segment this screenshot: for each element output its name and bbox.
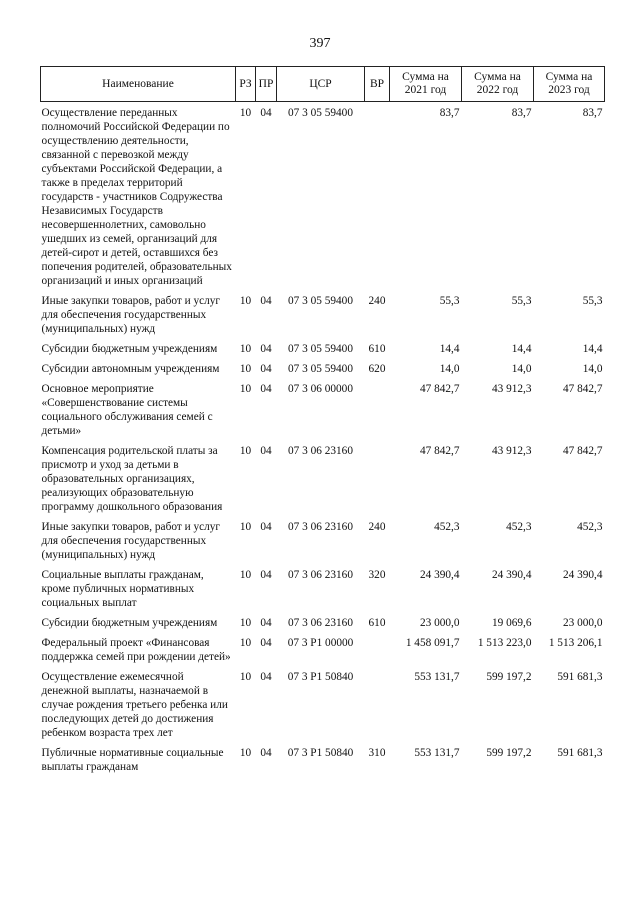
row-csr-cell: 07 3 05 59400 xyxy=(288,343,353,355)
row-csr-cell: 07 3 06 23160 xyxy=(288,521,353,533)
row-name-cell: Публичные нормативные социальные выплаты гражданам xyxy=(41,747,224,773)
row-sum-2022-cell: 452,3 xyxy=(506,521,532,533)
row-sum-2022-cell: 43 912,3 xyxy=(491,445,532,457)
row-rz-cell: 10 xyxy=(239,383,252,395)
row-sum-2022-cell: 24 390,4 xyxy=(491,569,532,581)
row-sum-2021-cell: 47 842,7 xyxy=(419,383,460,395)
table-body xyxy=(41,102,605,781)
row-sum-2023-cell: 47 842,7 xyxy=(562,445,603,457)
row-name-cell: Субсидии автономным учреждениям xyxy=(41,363,220,375)
row-sum-2023-cell: 47 842,7 xyxy=(562,383,603,395)
row-pr-cell: 04 xyxy=(260,363,272,375)
row-pr-cell: 04 xyxy=(260,747,272,759)
row-sum-2022-cell: 83,7 xyxy=(511,107,532,119)
header-rz: РЗ xyxy=(236,67,256,102)
row-name-cell: Федеральный проект «Финансовая поддержка семей при рождении детей» xyxy=(41,637,231,663)
row-name-cell: Иные закупки товаров, работ и услуг для обеспечения государственных (муниципальных) нужд xyxy=(41,521,221,561)
table-row xyxy=(41,520,605,568)
row-vr-cell xyxy=(365,636,390,670)
row-csr-cell: 07 3 06 23160 xyxy=(288,569,353,581)
row-vr-cell xyxy=(365,444,390,520)
row-rz-cell: 10 xyxy=(239,363,252,375)
header-sum-2021: Сумма на 2021 год xyxy=(390,67,462,102)
row-pr-cell: 04 xyxy=(260,343,272,355)
table-row xyxy=(41,294,605,342)
header-name: Наименование xyxy=(41,67,236,102)
row-sum-2023-cell: 83,7 xyxy=(582,107,603,119)
row-rz-cell: 10 xyxy=(239,295,252,307)
budget-table xyxy=(40,66,605,780)
row-name-cell: Осуществление переданных полномочий Российской Федерации по осуществлению деятельности, связанной с перевозкой между субъектами Российской Федерации, а также в пределах территорий государств - участников Содружества Независимых Государств несовершеннолетних, самовольно ушедших из семей, организаций для детей-сирот и детей, оставшихся без попечения родителей, образовательных организаций и иных организаций xyxy=(41,107,232,287)
row-rz-cell: 10 xyxy=(239,617,252,629)
row-vr-cell: 320 xyxy=(368,569,386,581)
row-sum-2022-cell: 14,0 xyxy=(511,363,532,375)
row-rz-cell: 10 xyxy=(239,445,252,457)
table-row xyxy=(41,616,605,636)
row-sum-2023-cell: 24 390,4 xyxy=(562,569,603,581)
table-row xyxy=(41,568,605,616)
table-row xyxy=(41,362,605,382)
page-number: 397 xyxy=(309,36,331,51)
row-sum-2022-cell: 14,4 xyxy=(511,343,532,355)
row-csr-cell: 07 3 P1 50840 xyxy=(287,671,354,683)
row-sum-2022-cell: 43 912,3 xyxy=(491,383,532,395)
row-sum-2023-cell: 23 000,0 xyxy=(562,617,603,629)
table-row xyxy=(41,444,605,520)
header-row xyxy=(41,67,605,102)
row-sum-2021-cell: 24 390,4 xyxy=(419,569,460,581)
row-name-cell: Иные закупки товаров, работ и услуг для обеспечения государственных (муниципальных) нужд xyxy=(41,295,221,335)
header-sum-2022: Сумма на 2022 год xyxy=(462,67,534,102)
table-row xyxy=(41,670,605,746)
row-pr-cell: 04 xyxy=(260,383,272,395)
row-sum-2021-cell: 83,7 xyxy=(439,107,460,119)
row-sum-2021-cell: 14,4 xyxy=(439,343,460,355)
row-vr-cell: 310 xyxy=(368,747,386,759)
table-row xyxy=(41,636,605,670)
row-pr-cell: 04 xyxy=(260,521,272,533)
row-sum-2021-cell: 23 000,0 xyxy=(419,617,460,629)
row-pr-cell: 04 xyxy=(260,617,272,629)
row-rz-cell: 10 xyxy=(239,671,252,683)
header-pr: ПР xyxy=(256,67,277,102)
row-pr-cell: 04 xyxy=(260,445,272,457)
row-csr-cell: 07 3 P1 50840 xyxy=(287,747,354,759)
row-name-cell: Основное мероприятие «Совершенствование системы социального обслуживания семей с детьми» xyxy=(41,383,213,437)
row-sum-2023-cell: 591 681,3 xyxy=(557,747,603,759)
row-csr-cell: 07 3 05 59400 xyxy=(288,295,353,307)
row-name-cell: Социальные выплаты гражданам, кроме публичных нормативных социальных выплат xyxy=(41,569,204,609)
row-vr-cell: 240 xyxy=(368,295,386,307)
row-vr-cell: 610 xyxy=(368,343,386,355)
row-csr-cell: 07 3 06 23160 xyxy=(288,445,353,457)
row-sum-2022-cell: 599 197,2 xyxy=(486,747,532,759)
row-sum-2023-cell: 55,3 xyxy=(582,295,603,307)
row-name-cell: Осуществление ежемесячной денежной выплаты, назначаемой в случае рождения третьего ребенка или последующих детей до достижения ребенком возраста трех лет xyxy=(41,671,228,739)
row-name-cell: Субсидии бюджетным учреждениям xyxy=(41,617,218,629)
row-sum-2022-cell: 19 069,6 xyxy=(491,617,532,629)
row-vr-cell: 240 xyxy=(368,521,386,533)
row-rz-cell: 10 xyxy=(239,569,252,581)
row-sum-2021-cell: 452,3 xyxy=(434,521,460,533)
table-row xyxy=(41,342,605,362)
row-sum-2022-cell: 599 197,2 xyxy=(486,671,532,683)
row-sum-2023-cell: 14,4 xyxy=(582,343,603,355)
row-sum-2023-cell: 452,3 xyxy=(577,521,603,533)
row-sum-2022-cell: 55,3 xyxy=(511,295,532,307)
row-sum-2021-cell: 553 131,7 xyxy=(414,747,460,759)
row-sum-2021-cell: 553 131,7 xyxy=(414,671,460,683)
row-sum-2022-cell: 1 513 223,0 xyxy=(477,637,532,649)
table-row xyxy=(41,382,605,444)
row-csr-cell: 07 3 06 00000 xyxy=(288,383,353,395)
header-csr: ЦСР xyxy=(277,67,365,102)
row-sum-2021-cell: 14,0 xyxy=(439,363,460,375)
row-vr-cell: 610 xyxy=(368,617,386,629)
row-rz-cell: 10 xyxy=(239,521,252,533)
row-rz-cell: 10 xyxy=(239,107,252,119)
row-vr-cell xyxy=(365,670,390,746)
row-rz-cell: 10 xyxy=(239,343,252,355)
row-pr-cell: 04 xyxy=(260,295,272,307)
row-rz-cell: 10 xyxy=(239,747,252,759)
row-vr-cell: 620 xyxy=(368,363,386,375)
row-pr-cell: 04 xyxy=(260,107,272,119)
row-rz-cell: 10 xyxy=(239,637,252,649)
row-sum-2021-cell: 47 842,7 xyxy=(419,445,460,457)
row-name-cell: Компенсация родительской платы за присмотр и уход за детьми в образовательных организациях, реализующих образовательную программу дошкольного образования xyxy=(41,445,223,513)
row-csr-cell: 07 3 05 59400 xyxy=(288,363,353,375)
row-vr-cell xyxy=(365,102,390,295)
row-name-cell: Субсидии бюджетным учреждениям xyxy=(41,343,218,355)
row-pr-cell: 04 xyxy=(260,671,272,683)
table-row xyxy=(41,746,605,780)
header-vr: ВР xyxy=(365,67,390,102)
row-sum-2023-cell: 1 513 206,1 xyxy=(548,637,603,649)
row-csr-cell: 07 3 P1 00000 xyxy=(287,637,354,649)
row-sum-2021-cell: 1 458 091,7 xyxy=(405,637,460,649)
row-sum-2021-cell: 55,3 xyxy=(439,295,460,307)
header-sum-2023: Сумма на 2023 год xyxy=(534,67,605,102)
table-row xyxy=(41,102,605,295)
row-csr-cell: 07 3 05 59400 xyxy=(288,107,353,119)
row-pr-cell: 04 xyxy=(260,569,272,581)
row-pr-cell: 04 xyxy=(260,637,272,649)
row-csr-cell: 07 3 06 23160 xyxy=(288,617,353,629)
row-sum-2023-cell: 14,0 xyxy=(582,363,603,375)
row-sum-2023-cell: 591 681,3 xyxy=(557,671,603,683)
row-vr-cell xyxy=(365,382,390,444)
